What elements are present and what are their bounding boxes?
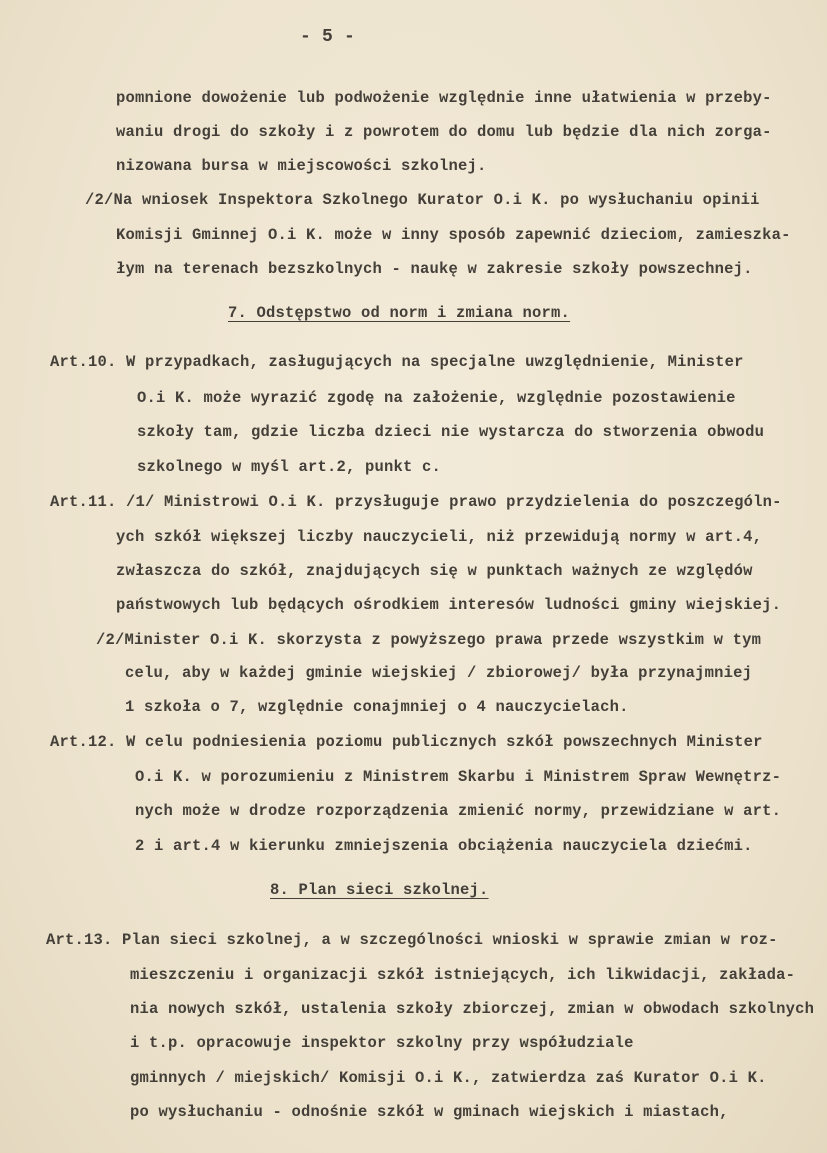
text-line: państwowych lub będących ośrodkiem interesów ludności gminy wiejskiej. [116, 596, 782, 614]
text-line: gminnych / miejskich/ Komisji O.i K., zatwierdza zaś Kurator O.i K. [130, 1069, 767, 1087]
text-line: O.i K. w porozumieniu z Ministrem Skarbu i Ministrem Spraw Wewnętrz- [135, 768, 782, 786]
text-line: Art.11. /1/ Ministrowi O.i K. przysługuje prawo przydzielenia do poszczególn- [50, 493, 782, 511]
text-line: nych może w drodze rozporządzenia zmienić normy, przewidziane w art. [135, 802, 782, 820]
text-line: szkoły tam, gdzie liczba dzieci nie wystarcza do stworzenia obwodu [137, 423, 765, 441]
text-line: Art.13. Plan sieci szkolnej, a w szczególności wnioski w sprawie zmian w roz- [46, 931, 778, 949]
text-line: szkolnego w myśl art.2, punkt c. [137, 458, 442, 476]
text-line: i t.p. opracowuje inspektor szkolny przy współudziale [130, 1034, 634, 1052]
text-line: Art.12. W celu podniesienia poziomu publicznych szkół powszechnych Minister [50, 733, 763, 751]
section-heading: 7. Odstępstwo od norm i zmiana norm. [228, 304, 571, 322]
text-line: nia nowych szkół, ustalenia szkoły zbiorczej, zmian w obwodach szkolnych [130, 1000, 815, 1018]
text-line: mieszczeniu i organizacji szkół istniejących, ich likwidacji, zakłada- [130, 966, 796, 984]
text-line: /2/Minister O.i K. skorzysta z powyższego prawa przede wszystkim w tym [96, 631, 762, 649]
text-line: celu, aby w każdej gminie wiejskiej / zbiorowej/ była przynajmniej [125, 664, 753, 682]
section-heading: 8. Plan sieci szkolnej. [270, 881, 489, 899]
text-line: łym na terenach bezszkolnych - naukę w zakresie szkoły powszechnej. [116, 260, 753, 278]
text-line: nizowana bursa w miejscowości szkolnej. [116, 157, 487, 175]
text-line: 1 szkoła o 7, względnie conajmniej o 4 nauczycielach. [125, 698, 629, 716]
text-line: pomnione dowożenie lub podwożenie względnie inne ułatwienia w przeby- [116, 89, 772, 107]
text-line: ych szkół większej liczby nauczycieli, niż przewidują normy w art.4, [116, 528, 763, 546]
text-line: 2 i art.4 w kierunku zmniejszenia obciążenia nauczyciela dziećmi. [135, 837, 753, 855]
text-line: Komisji Gminnej O.i K. może w inny sposób zapewnić dzieciom, zamieszka- [116, 226, 791, 244]
text-line: Art.10. W przypadkach, zasługujących na specjalne uwzględnienie, Minister [50, 353, 744, 371]
text-line: waniu drogi do szkoły i z powrotem do domu lub będzie dla nich zorga- [116, 123, 772, 141]
page-number: - 5 - [300, 27, 356, 47]
text-line: zwłaszcza do szkół, znajdujących się w punktach ważnych ze względów [116, 562, 753, 580]
text-line: /2/Na wniosek Inspektora Szkolnego Kurator O.i K. po wysłuchaniu opinii [85, 191, 760, 209]
text-line: po wysłuchaniu - odnośnie szkół w gminach wiejskich i miastach, [130, 1103, 729, 1121]
text-line: O.i K. może wyrazić zgodę na założenie, względnie pozostawienie [137, 389, 736, 407]
